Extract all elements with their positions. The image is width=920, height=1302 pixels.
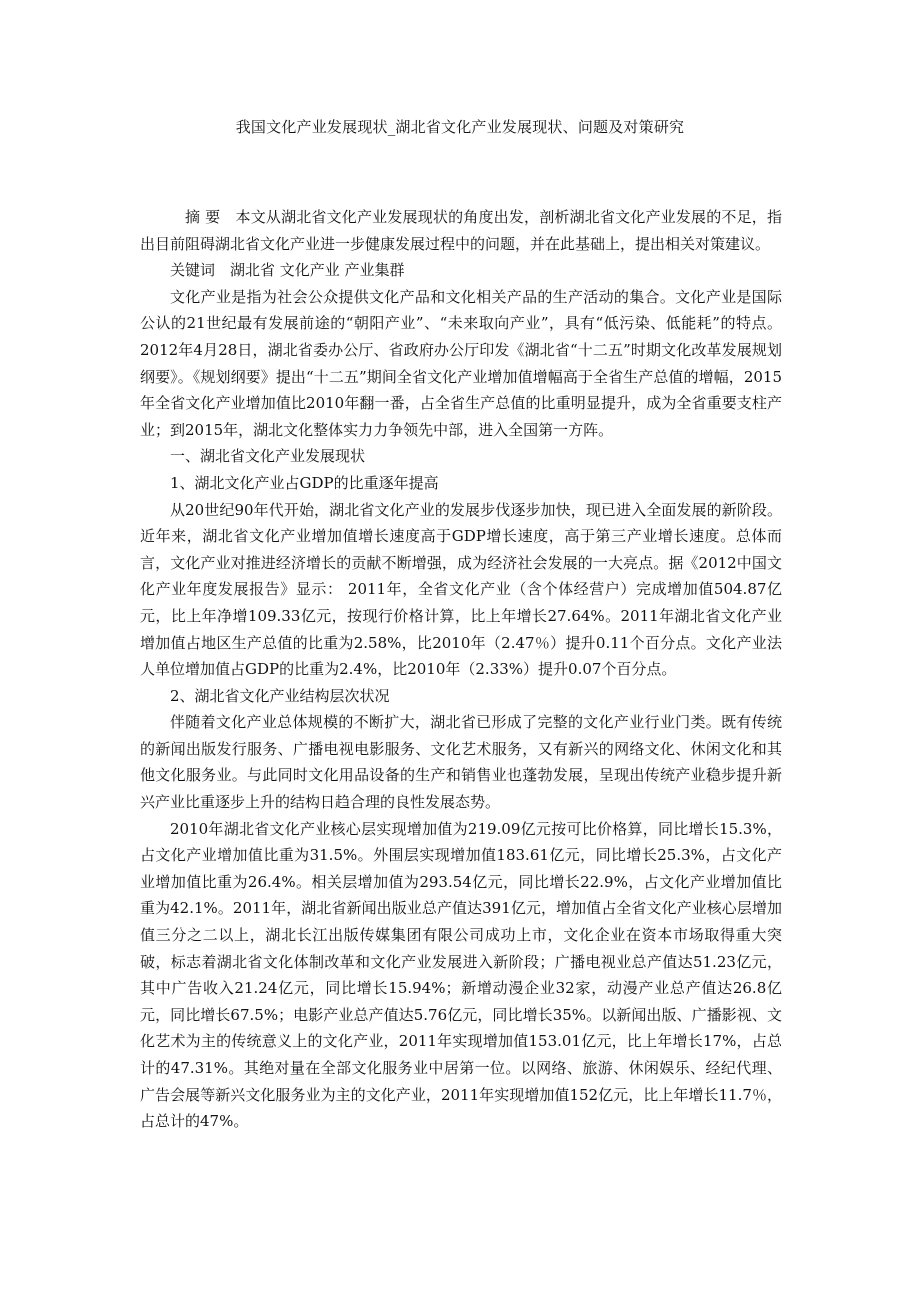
- subsection-heading-2: 2、湖北省文化产业结构层次状况: [170, 686, 390, 705]
- keywords-label: 关键词: [170, 261, 216, 280]
- intro-paragraph: 文化产业是指为社会公众提供文化产品和文化相关产品的生产活动的集合。文化产业是国际公认的21世纪最有发展前途的“朝阳产业”、“未来取向产业”，具有“低污染、低能耗”的特点。2012年4月28日，湖北省委办公厅、省政府办公厅印发《湖北省“十二五”时期文化改革发展规划纲要》。《规划纲要》提出“十二五”期间全省文化产业增加值增幅高于全省生产总值的增幅，2015年全省文化产业增加值比2010年翻一番，占全省生产总值的比重明显提升，成为全省重要支柱产业；到2015年，湖北文化整体实力力争领先中部，进入全国第一方阵。: [140, 287, 782, 439]
- subsection-1-paragraph: 从20世纪90年代开始，湖北省文化产业的发展步伐逐步加快，现已进入全面发展的新阶段。近年来，湖北省文化产业增加值增长速度高于GDP增长速度，高于第三产业增长速度。总体而言，文化产业对推进经济增长的贡献不断增强，成为经济社会发展的一大亮点。据《2012中国文化产业年度发展报告》显示： 2011年，全省文化产业（含个体经营户）完成增加值504.87亿元，比上年净增109.33亿元，按现行价格计算，比上年增长27.64%。2011年湖北省文化产业增加值占地区生产总值的比重为2.58%，比2010年（2.47％）提升0.11个百分点。文化产业法人单位增加值占GDP的比重为2.4%，比2010年（2.33%）提升0.07个百分点。: [140, 500, 782, 679]
- keywords-list: 湖北省 文化产业 产业集群: [230, 261, 405, 280]
- keywords-paragraph: [140, 257, 782, 284]
- subsection-2-paragraph-1: 伴随着文化产业总体规模的不断扩大，湖北省已形成了完整的文化产业行业门类。既有传统的新闻出版发行服务、广播电视电影服务、文化艺术服务，又有新兴的网络文化、休闲文化和其他文化服务业。与此同时文化用品设备的生产和销售业也蓬勃发展，呈现出传统产业稳步提升新兴产业比重逐步上升的结构日趋合理的良性发展态势。: [140, 713, 782, 812]
- subsection-2-paragraph-2: 2010年湖北省文化产业核心层实现增加值为219.09亿元按可比价格算，同比增长15.3%，占文化产业增加值比重为31.5%。外围层实现增加值183.61亿元，同比增长25.3%，占文化产业增加值比重为26.4%。相关层增加值为293.54亿元，同比增长22.9%，占文化产业增加值比重为42.1%。2011年，湖北省新闻出版业总产值达391亿元，增加值占全省文化产业核心层增加值三分之二以上，湖北长江出版传媒集团有限公司成功上市，文化企业在资本市场取得重大突破，标志着湖北省文化体制改革和文化产业发展进入新阶段；广播电视业总产值达51.23亿元，其中广告收入21.24亿元，同比增长15.94%；新增动漫企业32家，动漫产业总产值达26.8亿元，同比增长67.5%；电影产业总产值达5.76亿元，同比增长35%。以新闻出版、广播影视、文化艺术为主的传统意义上的文化产业，2011年实现增加值153.01亿元，比上年增长17%，占总计的47.31%。其绝对量在全部文化服务业中居第一位。以网络、旅游、休闲娱乐、经纪代理、广告会展等新兴文化服务业为主的文化产业，2011年实现增加值152亿元，比上年增长11.7％，占总计的47%。: [140, 819, 782, 1131]
- subsection-heading-1: 1、湖北文化产业占GDP的比重逐年提高: [170, 473, 439, 492]
- abstract-label: 摘 要: [185, 208, 221, 226]
- section-heading-1: 一、湖北省文化产业发展现状: [170, 447, 366, 466]
- document-title: 我国文化产业发展现状_湖北省文化产业发展现状、问题及对策研究: [235, 118, 685, 136]
- document-body: [140, 204, 782, 1135]
- abstract-text: 本文从湖北省文化产业发展现状的角度出发，剖析湖北省文化产业发展的不足，指出目前阻碍湖北省文化产业进一步健康发展过程中的问题，并在此基础上，提出相关对策建议。: [140, 208, 782, 253]
- abstract-paragraph: [140, 204, 782, 257]
